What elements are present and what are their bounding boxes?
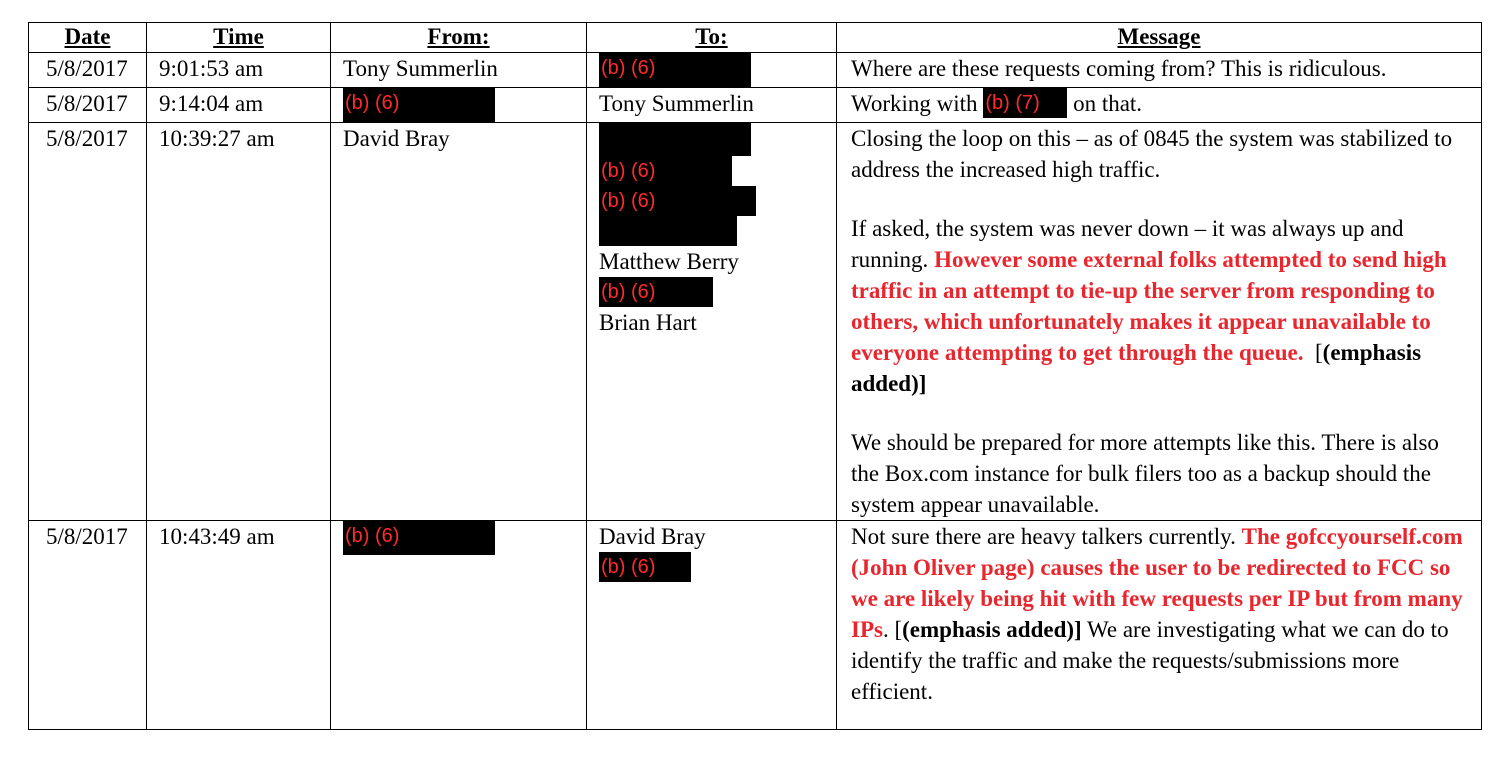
note-bracket: [ [1303, 340, 1323, 365]
time-cell: 10:39:27 am [147, 123, 331, 521]
time-cell: 9:01:53 am [147, 53, 331, 88]
from-cell [331, 521, 587, 730]
emphasized-text: However some external folks attempted to send high traffic in an attempt to tie-up the server from responding to others, which unfortunately makes it appear unavailable to everyone attempting to get through the queue. [851, 247, 1447, 365]
table-row [29, 123, 1482, 521]
date-cell: 5/8/2017 [29, 53, 147, 88]
date-cell: 5/8/2017 [29, 88, 147, 123]
to-cell [587, 521, 837, 730]
from-cell [331, 88, 587, 123]
table-row [29, 53, 1482, 88]
time-cell: 10:43:49 am [147, 521, 331, 730]
header-row [29, 23, 1482, 53]
emphasized-text: The gofccyourself.com (John Oliver page) causes the user to be redirected to FCC so we are likely being hit with few requests per IP but from many IPs [851, 524, 1463, 642]
redaction-box [599, 216, 737, 246]
redaction-box: (b) (6) [599, 53, 751, 87]
message-text: on that. [1067, 91, 1143, 116]
emphasis-note: (emphasis added)] [851, 340, 1422, 396]
message-text: Not sure there are heavy talkers currently. [851, 524, 1242, 549]
emphasis-note: (emphasis added)] [902, 617, 1082, 642]
from-header: From: [331, 23, 587, 53]
message-text: Working with [851, 91, 984, 116]
redaction-box: (b) (6) [599, 156, 732, 186]
note-bracket: [ [894, 617, 903, 642]
table-row [29, 521, 1482, 730]
message-cell [837, 123, 1482, 521]
message-cell [837, 88, 1482, 123]
date-cell: 5/8/2017 [29, 123, 147, 521]
recipient-name: Matthew Berry [599, 249, 739, 274]
redaction-box [599, 123, 751, 156]
redaction-box: (b) (6) [343, 521, 495, 555]
date-cell: 5/8/2017 [29, 521, 147, 730]
recipient-name: Brian Hart [599, 310, 697, 335]
redaction-box: (b) (6) [599, 277, 713, 307]
message-text: . [882, 617, 889, 642]
message-paragraph [851, 213, 1471, 399]
time-header: Time [147, 23, 331, 53]
to-cell: Tony Summerlin [587, 88, 837, 123]
message-text: If asked, the system was never down – it was always up and running. [851, 216, 1404, 272]
message-text: We are investigating what we can do to identify the traffic and make the requests/submissions more efficient. [851, 617, 1449, 704]
to-cell [587, 123, 837, 521]
redaction-box: (b) (6) [599, 552, 691, 582]
from-cell: David Bray [331, 123, 587, 521]
time-cell: 9:14:04 am [147, 88, 331, 123]
redaction-box: (b) (6) [599, 186, 756, 216]
redaction-box: (b) (6) [343, 88, 495, 122]
message-log-table [28, 22, 1482, 730]
table-row [29, 88, 1482, 123]
message-header: Message [837, 23, 1482, 53]
message-paragraph [851, 521, 1471, 707]
date-header: Date [29, 23, 147, 53]
from-cell: Tony Summerlin [331, 53, 587, 88]
to-header: To: [587, 23, 837, 53]
message-cell: Where are these requests coming from? This is ridiculous. [837, 53, 1482, 88]
redaction-box: (b) (7) [983, 88, 1067, 118]
message-paragraph: We should be prepared for more attempts like this. There is also the Box.com instance for bulk filers too as a backup should the system appear unavailable. [851, 430, 1439, 517]
recipient-name: David Bray [599, 524, 706, 549]
message-cell [837, 521, 1482, 730]
to-cell [587, 53, 837, 88]
message-paragraph: Closing the loop on this – as of 0845 the system was stabilized to address the increased high traffic. [851, 126, 1453, 182]
